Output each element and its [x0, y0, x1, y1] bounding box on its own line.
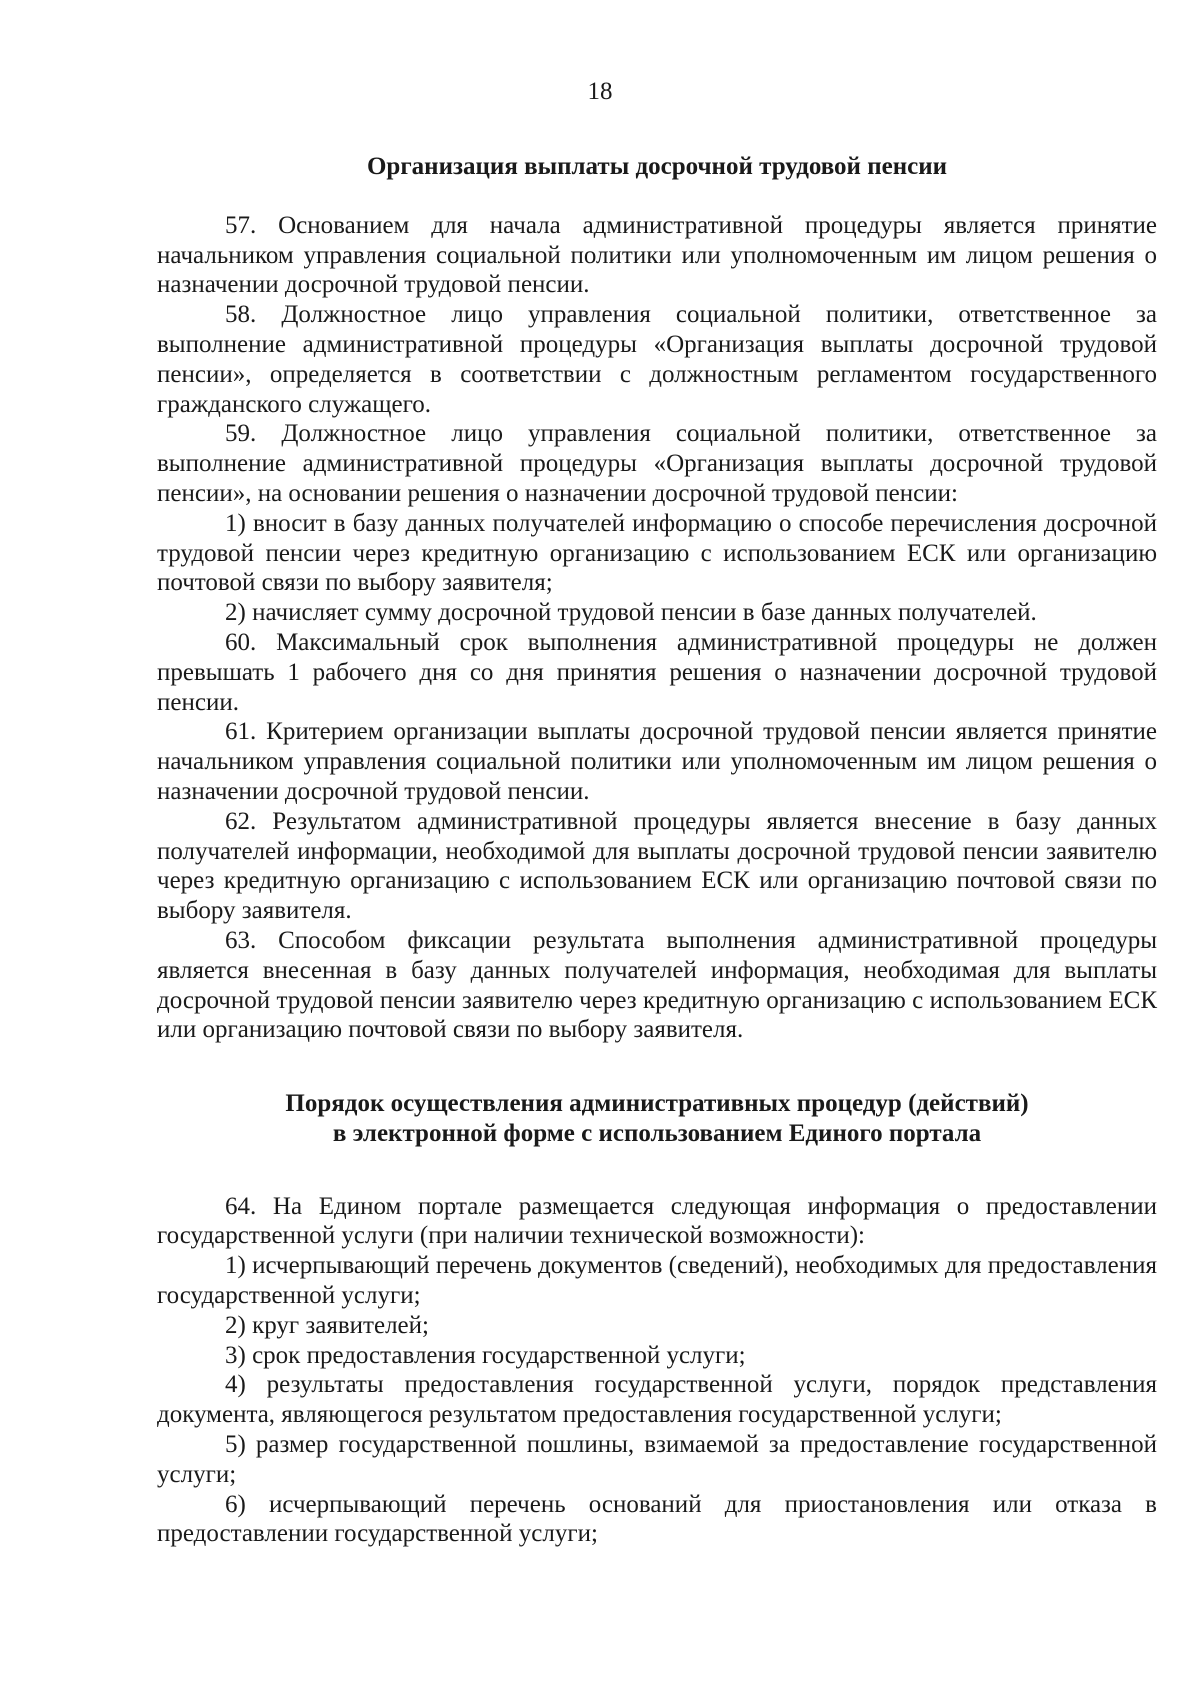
paragraph-61: 61. Критерием организации выплаты досрочной трудовой пенсии является принятие начальником управления социальной политики или уполномоченным им лицом решения о назначении досрочной трудовой пенсии.: [157, 718, 1157, 805]
paragraph-58: 58. Должностное лицо управления социальной политики, ответственное за выполнение административной процедуры «Организация выплаты досрочной трудовой пенсии», определяется в соответствии с должностным регламентом государственного гражданского служащего.: [157, 301, 1157, 418]
list-item-64-4: 4) результаты предоставления государственной услуги, порядок представления документа, являющегося результатом предоставления государственной услуги;: [157, 1371, 1157, 1429]
section-heading-line-1: Порядок осуществления административных процедур (действий): [285, 1090, 1029, 1117]
list-item-64-3: 3) срок предоставления государственной услуги;: [225, 1341, 746, 1369]
paragraph-64: 64. На Едином портале размещается следующая информация о предоставлении государственной услуги (при наличии технической возможности):: [157, 1192, 1157, 1250]
list-item-64-6: 6) исчерпывающий перечень оснований для приостановления или отказа в предоставлении государственной услуги;: [157, 1490, 1157, 1548]
section-early-pension-payment: [157, 152, 1157, 1045]
paragraph-59: 59. Должностное лицо управления социальной политики, ответственное за выполнение административной процедуры «Организация выплаты досрочной трудовой пенсии», на основании решения о назначении досрочной трудовой пенсии:: [157, 420, 1157, 507]
list-item-64-5: 5) размер государственной пошлины, взимаемой за предоставление государственной услуги;: [157, 1430, 1157, 1488]
section-electronic-procedures: [157, 1089, 1157, 1549]
paragraph-60: 60. Максимальный срок выполнения административной процедуры не должен превышать 1 рабочего дня со дня принятия решения о назначении досрочной трудовой пенсии.: [157, 628, 1157, 716]
list-item-59-1: 1) вносит в базу данных получателей информацию о способе перечисления досрочной трудовой пенсии через кредитную организацию с использованием ЕСК или организацию почтовой связи по выбору заявителя;: [157, 509, 1157, 597]
paragraph-57: 57. Основанием для начала административной процедуры является принятие начальником управления социальной политики или уполномоченным им лицом решения о назначении досрочной трудовой пенсии.: [157, 211, 1157, 299]
list-item-64-2: 2) круг заявителей;: [225, 1311, 429, 1339]
paragraph-63: 63. Способом фиксации результата выполнения административной процедуры является внесенная в базу данных получателей информация, необходимая для выплаты досрочной трудовой пенсии заявителю через кредитную организацию с использованием ЕСК или организацию почтовой связи по выбору заявителя.: [157, 926, 1157, 1044]
list-item-59-2: 2) начисляет сумму досрочной трудовой пенсии в базе данных получателей.: [225, 599, 1037, 627]
section-heading: Организация выплаты досрочной трудовой пенсии: [366, 153, 948, 180]
section-heading-line-2: в электронной форме с использованием Единого портала: [332, 1119, 982, 1147]
page-number: 18: [587, 78, 613, 105]
list-item-64-1: 1) исчерпывающий перечень документов (сведений), необходимых для предоставления государственной услуги;: [157, 1252, 1157, 1309]
paragraph-62: 62. Результатом административной процедуры является внесение в базу данных получателей информации, необходимой для выплаты досрочной трудовой пенсии заявителю через кредитную организацию с использованием ЕСК или организацию почтовой связи по выбору заявителя.: [157, 807, 1157, 925]
